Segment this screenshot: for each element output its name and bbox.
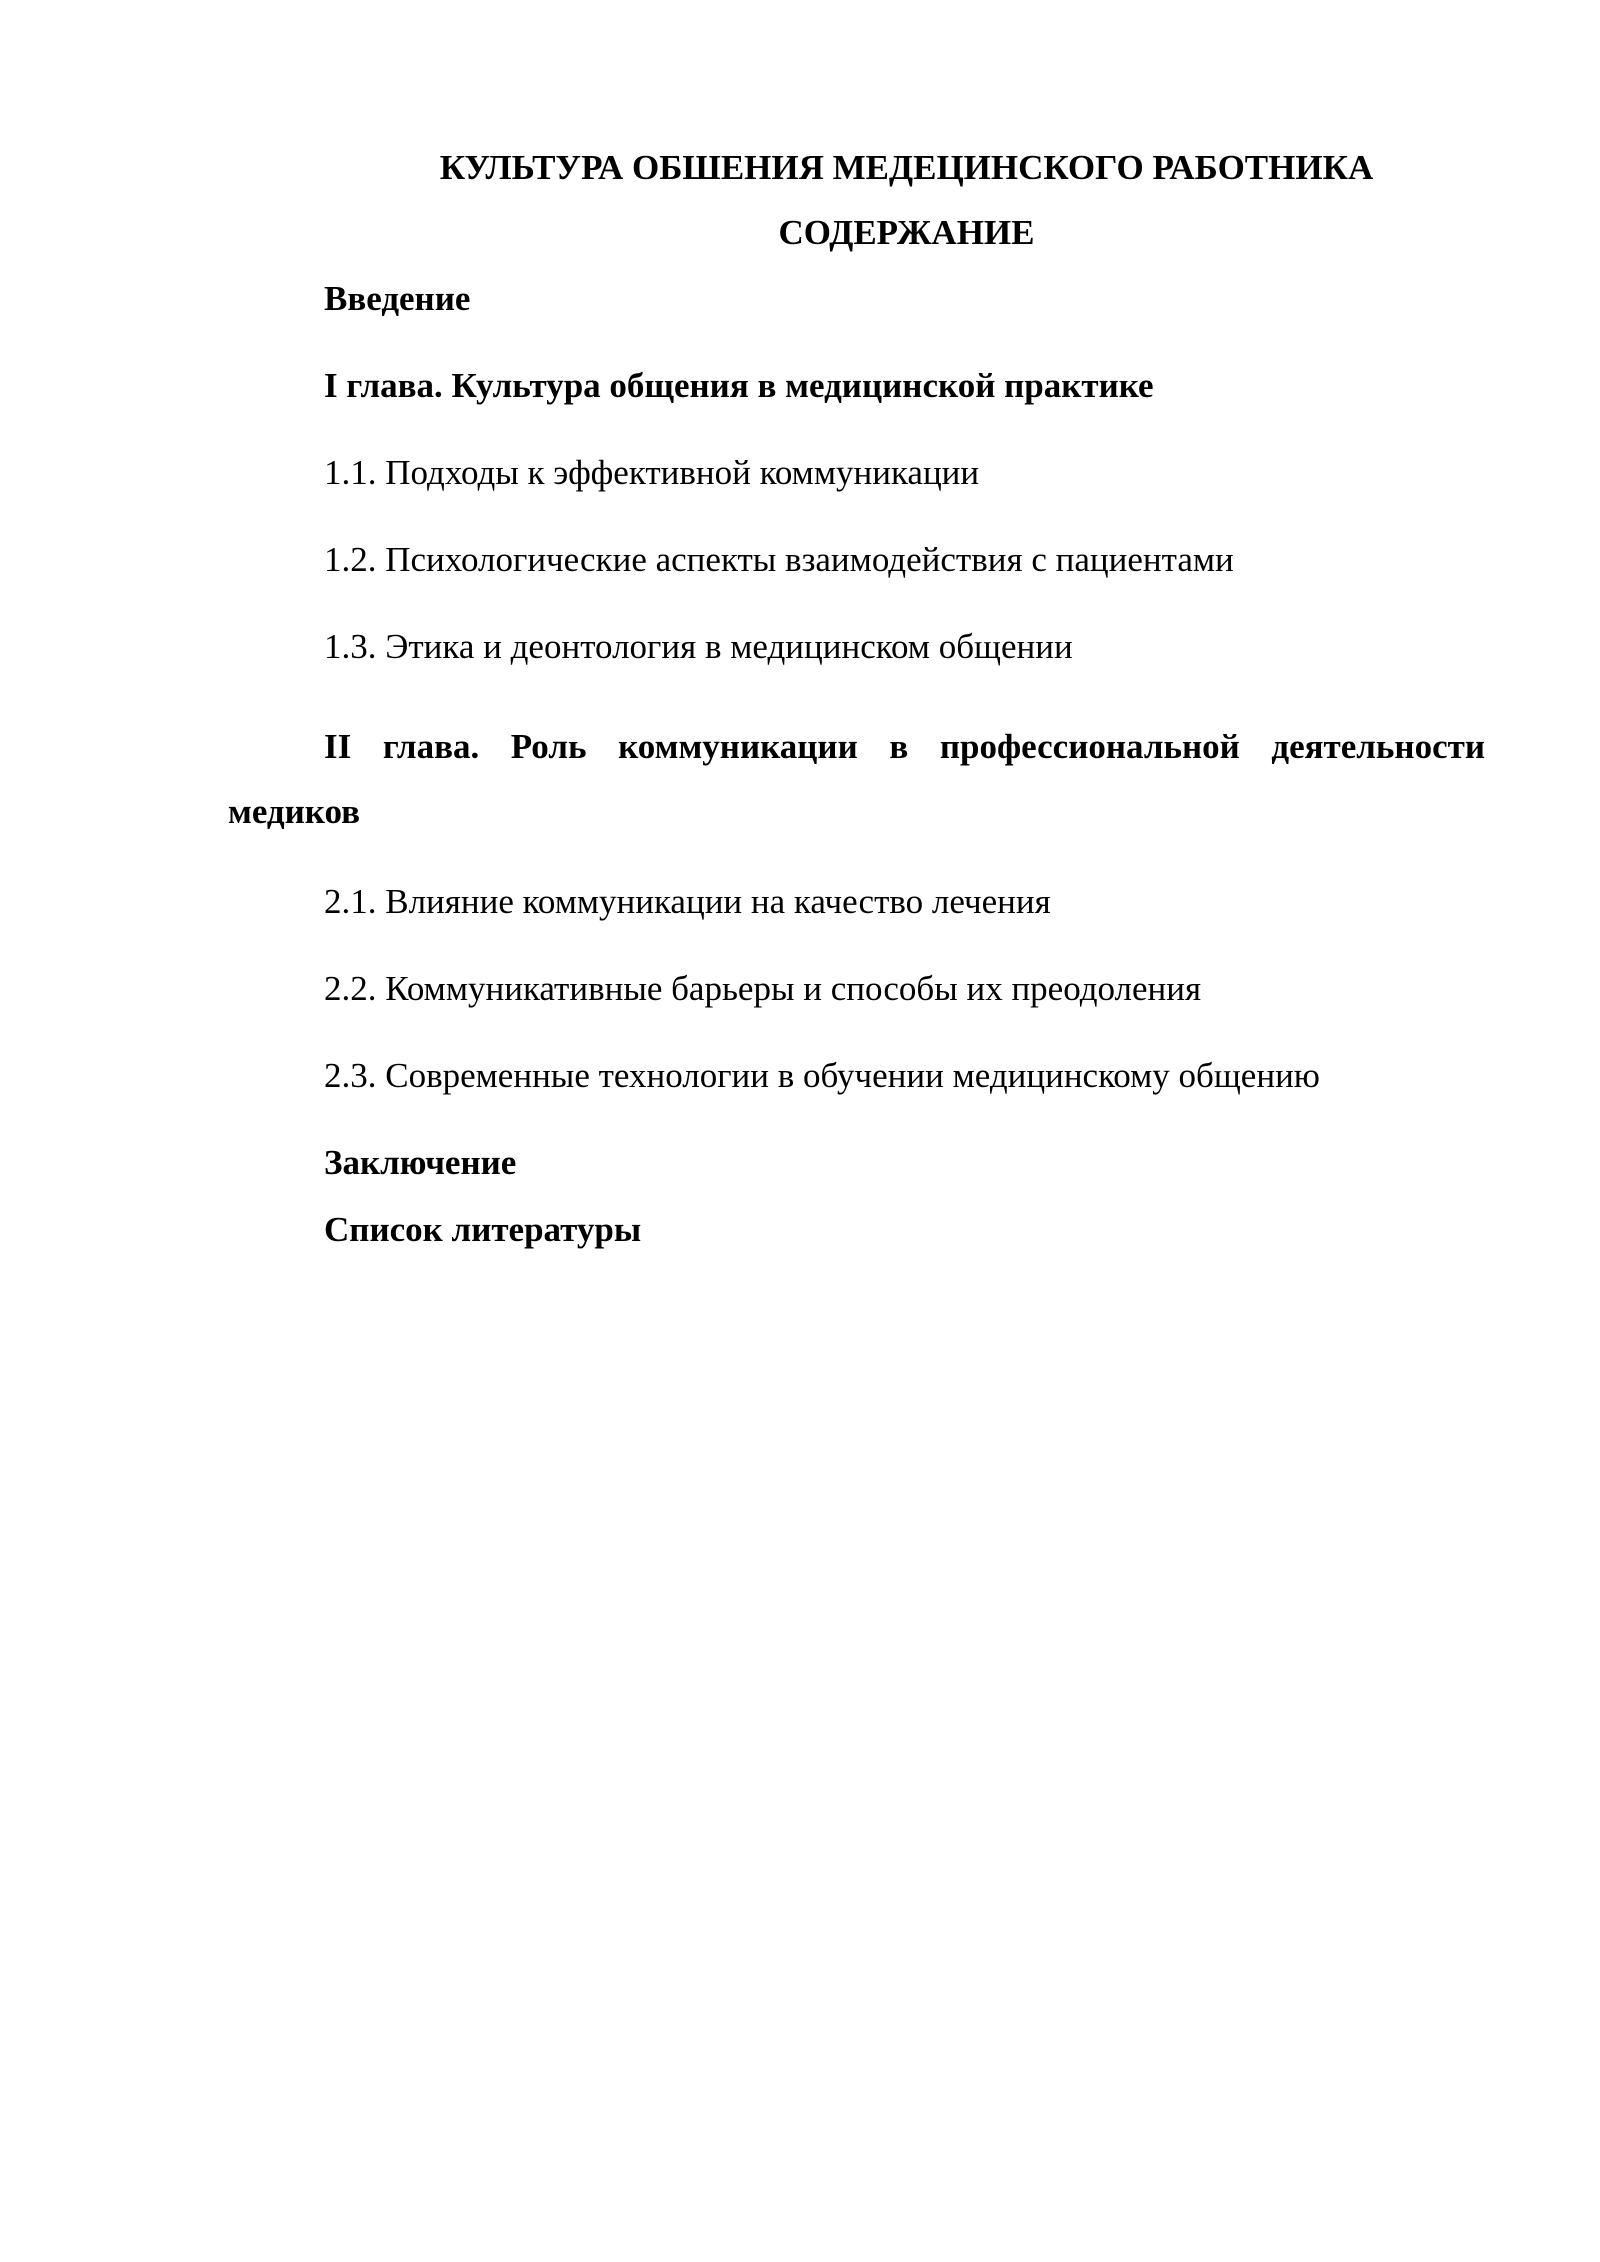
- document-body: [228, 148, 1485, 1250]
- toc-entry-conclusion: Заключение: [324, 1143, 517, 1182]
- toc-entry-section-2-2: 2.2. Коммуникативные барьеры и способы их преодоления: [324, 969, 1202, 1008]
- toc-entry-bibliography: Список литературы: [324, 1210, 642, 1249]
- toc-entry-section-2-3: 2.3. Современные технологии в обучении медицинскому общению: [324, 1056, 1320, 1095]
- document-title: КУЛЬТУРА ОБШЕНИЯ МЕДЕЦИНСКОГО РАБОТНИКА: [439, 148, 1374, 187]
- table-of-contents: [228, 279, 1485, 1250]
- toc-entry-chapter-1: I глава. Культура общения в медицинской практике: [324, 366, 1154, 405]
- contents-heading: СОДЕРЖАНИЕ: [778, 213, 1035, 252]
- toc-entry-introduction: Введение: [324, 279, 471, 318]
- toc-entry-section-1-1: 1.1. Подходы к эффективной коммуникации: [324, 453, 980, 492]
- toc-entry-section-2-1: 2.1. Влияние коммуникации на качество лечения: [324, 882, 1051, 921]
- toc-entry-chapter-2: II глава. Роль коммуникации в профессиональной деятельности медиков: [228, 727, 1485, 831]
- toc-entry-section-1-2: 1.2. Психологические аспекты взаимодействия с пациентами: [324, 540, 1234, 579]
- toc-entry-section-1-3: 1.3. Этика и деонтология в медицинском общении: [324, 627, 1073, 666]
